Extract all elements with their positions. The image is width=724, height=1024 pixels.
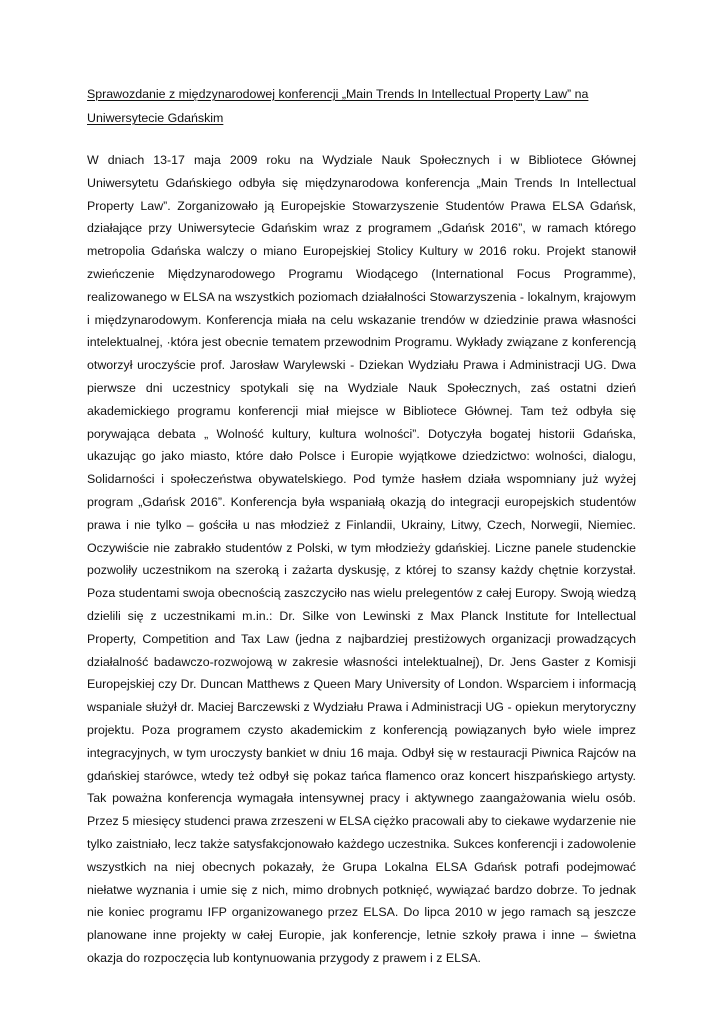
document-body-paragraph: W dniach 13-17 maja 2009 roku na Wydziale Nauk Społecznych i w Bibliotece Głównej Uniwersytetu Gdańskiego odbyła się międzynarodowa konferencja „Main Trends In Intellectual Property Law”. Zorganizowało ją Europejskie Stowarzyszenie Studentów Prawa ELSA Gdańsk, działające przy Uniwersytecie Gdańskim wraz z programem „Gdańsk 2016”, w ramach którego metropolia Gdańska walczy o miano Europejskiej Stolicy Kultury w 2016 roku. Projekt stanowił zwieńczenie Międzynarodowego Programu Wiodącego (International Focus Programme), realizowanego w ELSA na wszystkich poziomach działalności Stowarzyszenia - lokalnym, krajowym i międzynarodowym. Konferencja miała na celu wskazanie trendów w dziedzinie prawa własności intelektualnej, ·która jest obecnie tematem przewodnim Programu. Wykłady związane z konferencją otworzył uroczyście prof. Jarosław Warylewski - Dziekan Wydziału Prawa i Administracji UG. Dwa pierwsze dni uczestnicy spotykali się na Wydziale Nauk Społecznych, zaś ostatni dzień akademickiego programu konferencji miał miejsce w Bibliotece Głównej. Tam też odbyła się porywająca debata „ Wolność kultury, kultura wolności”. Dotyczyła bogatej historii Gdańska, ukazując go jako miasto, które dało Polsce i Europie wyjątkowe dziedzictwo: wolności, dialogu, Solidarności i społeczeństwa obywatelskiego. Pod tymże hasłem działa wspomniany już wyżej program „Gdańsk 2016”. Konferencja była wspaniałą okazją do integracji europejskich studentów prawa i nie tylko – gościła u nas młodzież z Finlandii, Ukrainy, Litwy, Czech, Norwegii, Niemiec. Oczywiście nie zabrakło studentów z Polski, w tym młodzieży gdańskiej. Liczne panele studenckie pozwoliły uczestnikom na szeroką i zażarta dyskusję, z której to szansy każdy chętnie korzystał. Poza studentami swoja obecnością zaszczyciło nas wielu prelegentów z całej Europy. Swoją wiedzą dzielili się z uczestnikami m.in.: Dr. Silke von Lewinski z Max Planck Institute for Intellectual Property, Competition and Tax Law (jedna z najbardziej prestiżowych organizacji prowadzących działalność badawczo-rozwojową w zakresie własności intelektualnej), Dr. Jens Gaster z Komisji Europejskiej czy Dr. Duncan Matthews z Queen Mary University of London. Wsparciem i informacją wspaniale służył dr. Maciej Barczewski z Wydziału Prawa i Administracji UG - opiekun merytoryczny projektu. Poza programem czysto akademickim z konferencją powiązanych było wiele imprez integracyjnych, w tym uroczysty bankiet w dniu 16 maja. Odbył się w restauracji Piwnica Rajców na gdańskiej starówce, wtedy też odbył się pokaz tańca flamenco oraz koncert hiszpańskiego artysty. Tak poważna konferencja wymagała intensywnej pracy i aktywnego zaangażowania wielu osób. Przez 5 miesięcy studenci prawa zrzeszeni w ELSA ciężko pracowali aby to ciekawe wydarzenie nie tylko zaistniało, lecz także satysfakcjonowało każdego uczestnika. Sukces konferencji i zadowolenie wszystkich na niej obecnych pokazały, że Grupa Lokalna ELSA Gdańsk potrafi podejmować niełatwe wyznania i umie się z nich, mimo drobnych potknięć, wywiązać bardzo dobrze. To jednak nie koniec programu IFP organizowanego przez ELSA. Do lipca 2010 w jego ramach są jeszcze planowane inne projekty w całej Europie, jak konferencje, letnie szkoły prawa i inne – świetna okazja do rozpoczęcia lub kontynuowania przygody z prawem i z ELSA. [87,153,636,965]
document-page [87,82,636,970]
document-title: Sprawozdanie z międzynarodowej konferencji „Main Trends In Intellectual Property Law” na Uniwersytecie Gdańskim [87,87,589,125]
